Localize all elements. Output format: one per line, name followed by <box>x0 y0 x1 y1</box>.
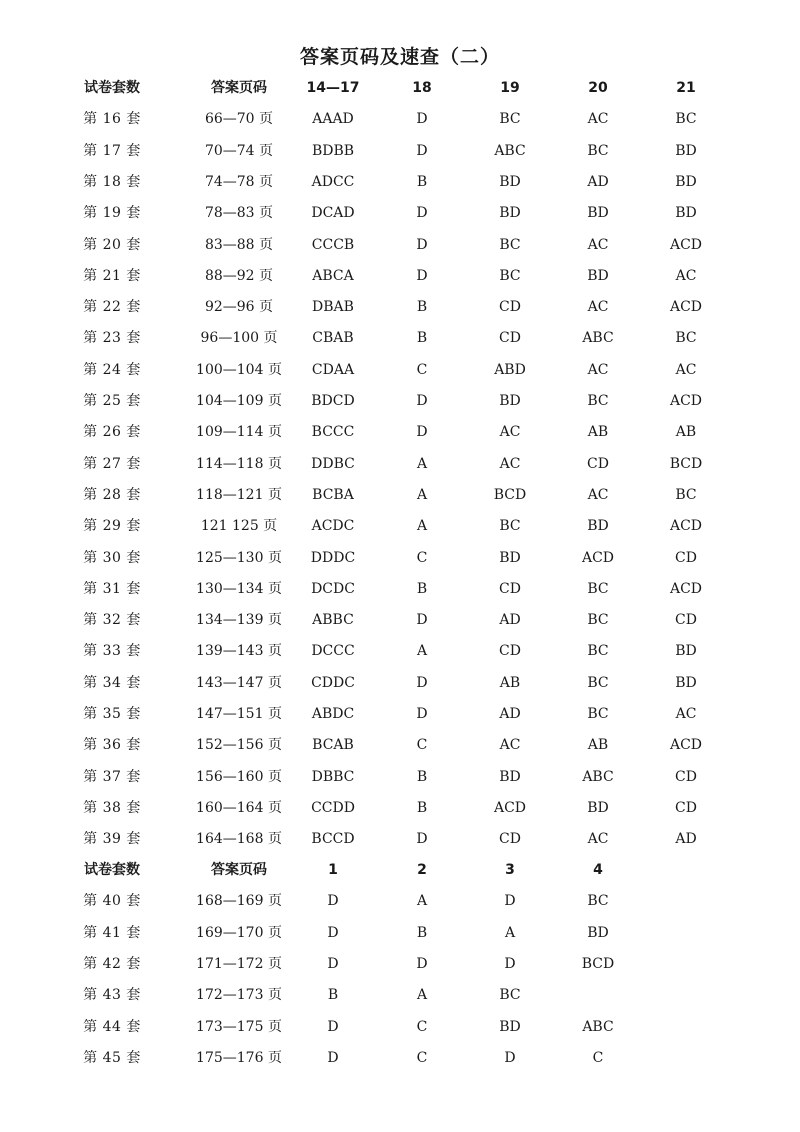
answer-pages: 100—104 页 <box>196 361 282 378</box>
answer-cell: BC <box>587 893 609 910</box>
answer-pages: 83—88 页 <box>204 236 274 253</box>
table-row <box>0 702 800 726</box>
answer-cell: BCAB <box>312 737 354 754</box>
answer-pages: 152—156 页 <box>196 737 282 754</box>
answer-cell: AC <box>587 299 609 316</box>
answer-cell: AC <box>587 111 609 128</box>
answer-cell: BD <box>587 518 609 535</box>
answer-cell: C <box>416 1049 428 1066</box>
answer-cell: BC <box>587 674 609 691</box>
answer-pages: 114—118 页 <box>196 455 282 472</box>
set-number: 第 30 套 <box>83 549 141 566</box>
answer-cell: AB <box>499 674 521 691</box>
answer-cell: B <box>416 330 428 347</box>
table-row <box>0 827 800 851</box>
answer-cell: CD <box>587 455 609 472</box>
answer-cell: ABDC <box>311 706 355 722</box>
answer-cell: ABC <box>582 330 614 347</box>
answer-cell: C <box>592 1049 604 1066</box>
answer-pages: 104—109 页 <box>196 393 282 409</box>
answer-cell: CD <box>499 299 521 316</box>
answer-cell: ABC <box>582 768 614 785</box>
answer-cell: A <box>416 987 428 1004</box>
set-number: 第 36 套 <box>83 737 141 754</box>
answer-cell: BCD <box>669 455 703 472</box>
answer-cell: AC <box>675 706 697 722</box>
table-row <box>0 452 800 476</box>
answer-pages: 175—176 页 <box>196 1049 282 1066</box>
answer-cell: BCBA <box>312 486 354 503</box>
set-number: 第 42 套 <box>83 955 141 972</box>
answer-cell: ABD <box>494 361 526 378</box>
answer-cell: B <box>416 580 428 597</box>
set-number: 第 43 套 <box>83 987 141 1004</box>
table-row <box>0 983 800 1007</box>
answer-cell: BD <box>675 173 697 190</box>
answer-cell: BDCD <box>311 393 355 409</box>
answer-cell: ADCC <box>311 173 355 190</box>
answer-cell: AD <box>499 612 521 629</box>
answer-cell: CD <box>499 643 521 660</box>
answer-cell: A <box>416 486 428 503</box>
answer-cell: D <box>504 893 516 910</box>
table-row <box>0 326 800 350</box>
answer-cell: DCAD <box>311 205 355 222</box>
column-header: 答案页码 <box>211 862 267 878</box>
answer-pages: 109—114 页 <box>196 424 282 441</box>
answer-cell: BD <box>499 1018 521 1035</box>
answer-cell: CD <box>675 612 697 629</box>
answer-cell: CD <box>675 799 697 816</box>
answer-cell: D <box>327 1018 339 1035</box>
answer-cell: BC <box>587 393 609 409</box>
answer-cell: C <box>416 737 428 754</box>
answer-cell: ACD <box>581 549 615 566</box>
answer-cell: A <box>416 893 428 910</box>
answer-cell: ABC <box>494 142 526 159</box>
table-row <box>0 639 800 663</box>
answer-cell: D <box>416 674 428 691</box>
answer-cell: BC <box>499 111 521 128</box>
answer-cell: BC <box>587 142 609 159</box>
answer-cell: BD <box>499 768 521 785</box>
answer-cell: D <box>416 706 428 722</box>
answer-cell: D <box>504 1049 516 1066</box>
answer-pages: 66—70 页 <box>204 111 274 128</box>
set-number: 第 17 套 <box>83 142 141 159</box>
answer-cell: AD <box>587 173 609 190</box>
answer-pages: 169—170 页 <box>196 924 282 941</box>
answer-pages: 96—100 页 <box>200 330 278 347</box>
answer-cell: D <box>416 205 428 222</box>
answer-cell: BC <box>587 706 609 722</box>
answer-cell <box>558 983 638 1007</box>
set-number: 第 19 套 <box>83 205 141 222</box>
column-header: 试卷套数 <box>84 80 140 96</box>
answer-cell: D <box>416 831 428 848</box>
column-header: 21 <box>676 80 696 96</box>
answer-cell: A <box>504 924 516 941</box>
answer-cell: CD <box>675 549 697 566</box>
answer-pages: 78—83 页 <box>204 205 274 222</box>
column-header: 3 <box>505 862 515 878</box>
answer-cell: D <box>416 236 428 253</box>
answer-cell: AAAD <box>312 111 354 128</box>
answer-cell: CBAB <box>312 330 354 347</box>
answer-cell: AC <box>587 831 609 848</box>
answer-cell: BCD <box>493 486 527 503</box>
answer-pages: 172—173 页 <box>196 987 282 1004</box>
set-number: 第 34 套 <box>83 674 141 691</box>
set-number: 第 16 套 <box>83 111 141 128</box>
set-number: 第 18 套 <box>83 173 141 190</box>
table-row <box>0 514 800 538</box>
answer-cell: ABCA <box>312 267 354 284</box>
set-number: 第 22 套 <box>83 299 141 316</box>
answer-pages: 139—143 页 <box>196 643 282 660</box>
answer-pages: 134—139 页 <box>196 612 282 629</box>
answer-cell: DDDC <box>310 549 356 566</box>
answer-cell: AB <box>587 424 609 441</box>
answer-cell: BC <box>587 612 609 629</box>
answer-cell: C <box>416 361 428 378</box>
answer-cell: AC <box>499 424 521 441</box>
answer-pages: 92—96 页 <box>204 299 274 316</box>
table-row <box>0 921 800 945</box>
set-number: 第 29 套 <box>83 518 141 535</box>
answer-cell: CD <box>499 580 521 597</box>
answer-cell: D <box>327 924 339 941</box>
answer-cell: D <box>416 142 428 159</box>
answer-cell: DCCC <box>311 643 355 660</box>
answer-cell: A <box>416 643 428 660</box>
answer-pages: 70—74 页 <box>204 142 274 159</box>
answer-cell: D <box>327 955 339 972</box>
answer-pages: 121 125 页 <box>200 518 278 535</box>
column-header: 4 <box>593 862 603 878</box>
table-row <box>0 358 800 382</box>
table-row <box>0 577 800 601</box>
answer-pages: 156—160 页 <box>196 768 282 785</box>
header-row <box>0 858 800 882</box>
answer-cell: BD <box>675 674 697 691</box>
answer-cell: ACD <box>669 580 703 597</box>
answer-cell: AC <box>587 361 609 378</box>
answer-cell: BD <box>587 267 609 284</box>
answer-pages: 168—169 页 <box>196 893 282 910</box>
answer-cell: B <box>416 924 428 941</box>
answer-cell: CCCB <box>311 236 355 253</box>
answer-cell: AC <box>587 486 609 503</box>
answer-cell: BC <box>499 518 521 535</box>
table-row <box>0 1046 800 1070</box>
answer-cell: BD <box>675 142 697 159</box>
column-header: 19 <box>500 80 520 96</box>
answer-cell: B <box>416 768 428 785</box>
set-number: 第 23 套 <box>83 330 141 347</box>
answer-cell: BD <box>675 205 697 222</box>
page-title: 答案页码及速查（二） <box>299 46 500 68</box>
answer-cell: BD <box>587 799 609 816</box>
set-number: 第 20 套 <box>83 236 141 253</box>
set-number: 第 37 套 <box>83 768 141 785</box>
column-header: 2 <box>417 862 427 878</box>
answer-cell: D <box>327 1049 339 1066</box>
answer-cell: BC <box>675 486 697 503</box>
answer-cell: A <box>416 455 428 472</box>
column-header: 14—17 <box>306 80 360 96</box>
answer-cell: BD <box>499 205 521 222</box>
answer-pages: 143—147 页 <box>196 674 282 691</box>
set-number: 第 24 套 <box>83 361 141 378</box>
table-row <box>0 420 800 444</box>
answer-cell: AD <box>675 831 697 848</box>
set-number: 第 28 套 <box>83 486 141 503</box>
answer-cell: C <box>416 549 428 566</box>
answer-cell: AD <box>499 706 521 722</box>
answer-cell: BCCC <box>311 424 355 441</box>
answer-cell: ACD <box>669 737 703 754</box>
answer-cell: B <box>416 299 428 316</box>
answer-cell: ACD <box>669 393 703 409</box>
set-number: 第 21 套 <box>83 267 141 284</box>
answer-cell: BC <box>587 580 609 597</box>
answer-pages: 88—92 页 <box>204 267 274 284</box>
table-row <box>0 796 800 820</box>
answer-cell: BD <box>499 549 521 566</box>
answer-cell: BC <box>499 987 521 1004</box>
answer-cell: BD <box>587 924 609 941</box>
answer-pages: 171—172 页 <box>196 955 282 972</box>
table-row <box>0 546 800 570</box>
table-row <box>0 389 800 413</box>
answer-cell: D <box>416 424 428 441</box>
answer-cell: D <box>416 955 428 972</box>
answer-cell: BC <box>675 330 697 347</box>
answer-cell: BD <box>499 173 521 190</box>
answer-cell: AC <box>675 361 697 378</box>
answer-cell: CD <box>675 768 697 785</box>
answer-cell: DDBC <box>311 455 355 472</box>
answer-cell: BC <box>499 267 521 284</box>
set-number: 第 39 套 <box>83 831 141 848</box>
header-row <box>0 76 800 100</box>
answer-cell: ABC <box>582 1018 614 1035</box>
answer-cell: AB <box>675 424 697 441</box>
table-row <box>0 170 800 194</box>
answer-cell: D <box>416 393 428 409</box>
table-row <box>0 889 800 913</box>
answer-cell: BCCD <box>311 831 355 848</box>
answer-cell: D <box>504 955 516 972</box>
set-number: 第 44 套 <box>83 1018 141 1035</box>
answer-pages: 125—130 页 <box>196 549 282 566</box>
answer-cell: D <box>327 893 339 910</box>
answer-cell: BC <box>587 643 609 660</box>
answer-cell: D <box>416 612 428 629</box>
table-row <box>0 671 800 695</box>
answer-cell: CD <box>499 330 521 347</box>
answer-cell: BDBB <box>311 142 355 159</box>
column-header: 18 <box>412 80 432 96</box>
set-number: 第 35 套 <box>83 706 141 722</box>
answer-pages: 74—78 页 <box>204 173 274 190</box>
column-header: 试卷套数 <box>84 862 140 878</box>
answer-cell: DBAB <box>312 299 354 316</box>
answer-cell: A <box>416 518 428 535</box>
answer-cell: CDAA <box>311 361 355 378</box>
answer-cell: DCDC <box>311 580 355 597</box>
answer-pages: 160—164 页 <box>196 799 282 816</box>
answer-pages: 130—134 页 <box>196 580 282 597</box>
answer-cell: AC <box>499 737 521 754</box>
table-row <box>0 264 800 288</box>
answer-cell: C <box>416 1018 428 1035</box>
answer-cell: ABBC <box>312 612 354 629</box>
answer-cell: CDDC <box>311 674 355 691</box>
table-row <box>0 233 800 257</box>
table-row <box>0 483 800 507</box>
answer-cell: CD <box>499 831 521 848</box>
table-row <box>0 1015 800 1039</box>
answer-cell: DBBC <box>311 768 355 785</box>
answer-pages: 173—175 页 <box>196 1018 282 1035</box>
table-row <box>0 139 800 163</box>
answer-cell: AB <box>587 737 609 754</box>
answer-cell: AC <box>499 455 521 472</box>
set-number: 第 40 套 <box>83 893 141 910</box>
set-number: 第 26 套 <box>83 424 141 441</box>
answer-cell: BC <box>675 111 697 128</box>
answer-cell: B <box>327 987 339 1004</box>
table-row <box>0 608 800 632</box>
set-number: 第 41 套 <box>83 924 141 941</box>
answer-cell: D <box>416 111 428 128</box>
answer-cell: ACD <box>669 299 703 316</box>
set-number: 第 25 套 <box>83 393 141 409</box>
answer-cell: BD <box>675 643 697 660</box>
answer-cell: B <box>416 799 428 816</box>
answer-pages: 147—151 页 <box>196 706 282 722</box>
table-row <box>0 765 800 789</box>
set-number: 第 32 套 <box>83 612 141 629</box>
table-row <box>0 733 800 757</box>
column-header: 答案页码 <box>211 80 267 96</box>
set-number: 第 38 套 <box>83 799 141 816</box>
answer-cell: AC <box>587 236 609 253</box>
column-header: 20 <box>588 80 608 96</box>
answer-cell: D <box>416 267 428 284</box>
answer-cell: B <box>416 173 428 190</box>
set-number: 第 31 套 <box>83 580 141 597</box>
table-row <box>0 952 800 976</box>
answer-cell: BC <box>499 236 521 253</box>
answer-cell: AC <box>675 267 697 284</box>
answer-pages: 118—121 页 <box>196 486 282 503</box>
table-row <box>0 201 800 225</box>
answer-cell: BCD <box>581 955 615 972</box>
set-number: 第 33 套 <box>83 643 141 660</box>
table-row <box>0 107 800 131</box>
table-row <box>0 295 800 319</box>
set-number: 第 45 套 <box>83 1049 141 1066</box>
answer-cell: ACD <box>493 799 527 816</box>
answer-cell: BD <box>499 393 521 409</box>
answer-cell: ACDC <box>311 518 355 535</box>
answer-cell: ACD <box>669 518 703 535</box>
answer-cell: ACD <box>669 236 703 253</box>
set-number: 第 27 套 <box>83 455 141 472</box>
column-header: 1 <box>328 862 338 878</box>
answer-pages: 164—168 页 <box>196 831 282 848</box>
answer-cell: CCDD <box>311 799 355 816</box>
answer-cell: BD <box>587 205 609 222</box>
